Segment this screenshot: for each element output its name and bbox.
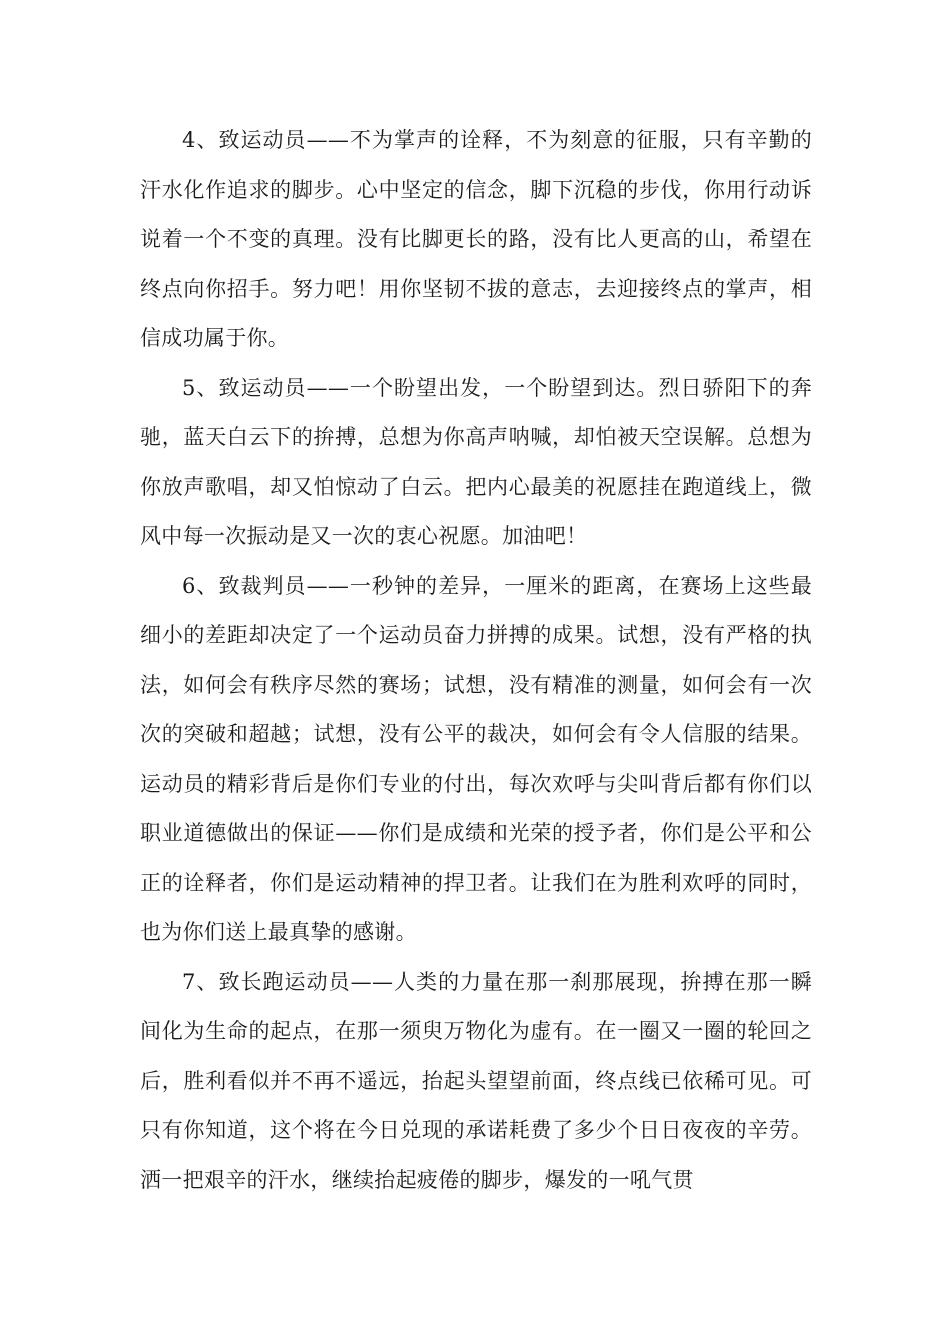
paragraph-4: 4、致运动员——不为掌声的诠释，不为刻意的征服，只有辛勤的汗水化作追求的脚步。心中坚定的信念，脚下沉稳的步伐，你用行动诉说着一个不变的真理。没有比脚更长的路，没有比人更高的山，希望在终点向你招手。努力吧！用你坚韧不拔的意志，去迎接终点的掌声，相信成功属于你。 [140,128,812,350]
paragraph-7: 7、致长跑运动员——人类的力量在那一刹那展现，拚搏在那一瞬间化为生命的起点，在那一须臾万物化为虚有。在一圈又一圈的轮回之后，胜利看似并不再不遥远，抬起头望望前面，终点线已依稀可见。可只有你知道，这个将在今日兑现的承诺耗费了多少个日日夜夜的辛劳。洒一把艰辛的汗水，继续抬起疲倦的脚步，爆发的一吼气贯 [140,969,812,1192]
paragraph-5: 5、致运动员——一个盼望出发，一个盼望到达。烈日骄阳下的奔驰，蓝天白云下的拚搏，总想为你高声呐喊，却怕被天空误解。总想为你放声歌唱，却又怕惊动了白云。把内心最美的祝愿挂在跑道线上，微风中每一次振动是又一次的衷心祝愿。加油吧！ [140,375,812,548]
document-body [140,116,812,1205]
paragraph-6: 6、致裁判员——一秒钟的差异，一厘米的距离，在赛场上这些最细小的差距却决定了一个运动员奋力拼搏的成果。试想，没有严格的执法，如何会有秩序尽然的赛场；试想，没有精准的测量，如何会有一次次的突破和超越；试想，没有公平的裁决，如何会有令人信服的结果。运动员的精彩背后是你们专业的付出，每次欢呼与尖叫背后都有你们以职业道德做出的保证——你们是成绩和光荣的授予者，你们是公平和公正的诠释者，你们是运动精神的捍卫者。让我们在为胜利欢呼的同时，也为你们送上最真挚的感谢。 [140,573,812,944]
